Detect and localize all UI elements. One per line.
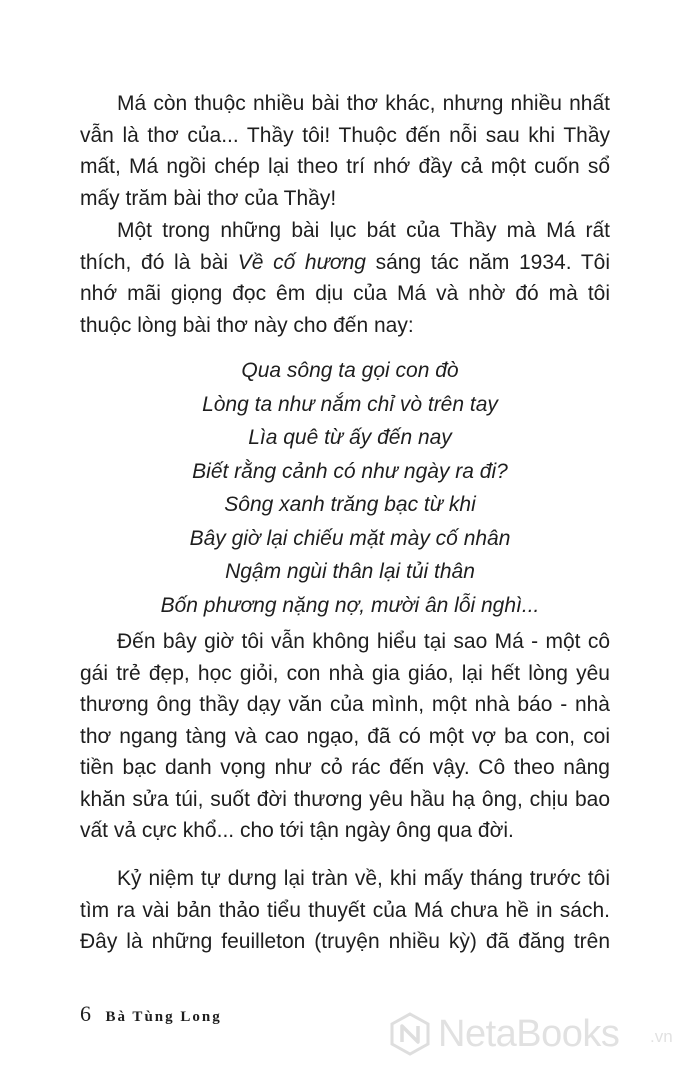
paragraph-3: Đến bây giờ tôi vẫn không hiểu tại sao Má - một cô gái trẻ đẹp, học giỏi, con nhà gia giáo, lại hết lòng yêu thương ông thầy dạy văn của mình, một nhà báo - nhà thơ ngang tàng và cao ngạo, đã có một vợ ba con, coi tiền bạc danh vọng như cỏ rác đến vậy. Cô theo nâng khăn sửa túi, suốt đời thương yêu hầu hạ ông, chịu bao vất vả cực khổ... cho tới tận ngày ông qua đời.	[80, 630, 610, 842]
poem-line: Lòng ta như nắm chỉ vò trên tay	[202, 392, 498, 416]
netabooks-logo-icon	[388, 1012, 432, 1056]
paragraph-4: Kỷ niệm tự dưng lại tràn về, khi mấy tháng trước tôi tìm ra vài bản thảo tiểu thuyết của Má chưa hề in sách. Đây là những feuilleton (truyện nhiều kỳ) đã đăng trên	[80, 867, 610, 953]
paragraph-1: Má còn thuộc nhiều bài thơ khác, nhưng nhiều nhất vẫn là thơ của... Thầy tôi! Thuộc đến nỗi sau khi Thầy mất, Má ngồi chép lại theo trí nhớ đầy cả một cuốn sổ mấy trăm bài thơ của Thầy!	[80, 92, 610, 210]
poem-line: Bốn phương nặng nợ, mười ân lỗi nghì...	[160, 593, 540, 617]
poem-verse	[80, 354, 610, 622]
netabooks-watermark	[388, 1010, 688, 1058]
watermark-domain: .vn	[650, 1027, 673, 1046]
poem-title: Về cố hương	[237, 250, 366, 274]
page-number: 6	[80, 1001, 91, 1026]
poem-line: Biết rằng cảnh có như ngày ra đi?	[192, 459, 508, 483]
paragraph-2	[80, 215, 610, 341]
poem-line: Bây giờ lại chiếu mặt mày cố nhân	[189, 526, 511, 550]
poem-line: Ngậm ngùi thân lại tủi thân	[225, 560, 475, 583]
page-footer	[80, 1000, 222, 1028]
running-title: Bà Tùng Long	[105, 1009, 222, 1025]
poem-line: Lìa quê từ ấy đến nay	[248, 426, 452, 449]
paragraph-2-text-after: sáng tác năm 1934. Tôi nhớ mãi giọng đọc êm dịu của Má và nhờ đó mà tôi thuộc lòng bài thơ này cho đến nay:	[80, 250, 611, 337]
poem-line: Qua sông ta gọi con đò	[241, 359, 459, 382]
watermark-brand: NetaBooks	[438, 1013, 620, 1055]
paragraph-2-text-before: Một trong những bài lục bát của Thầy mà Má rất thích, đó là bài	[80, 219, 610, 274]
poem-line: Sông xanh trăng bạc từ khi	[224, 493, 476, 516]
